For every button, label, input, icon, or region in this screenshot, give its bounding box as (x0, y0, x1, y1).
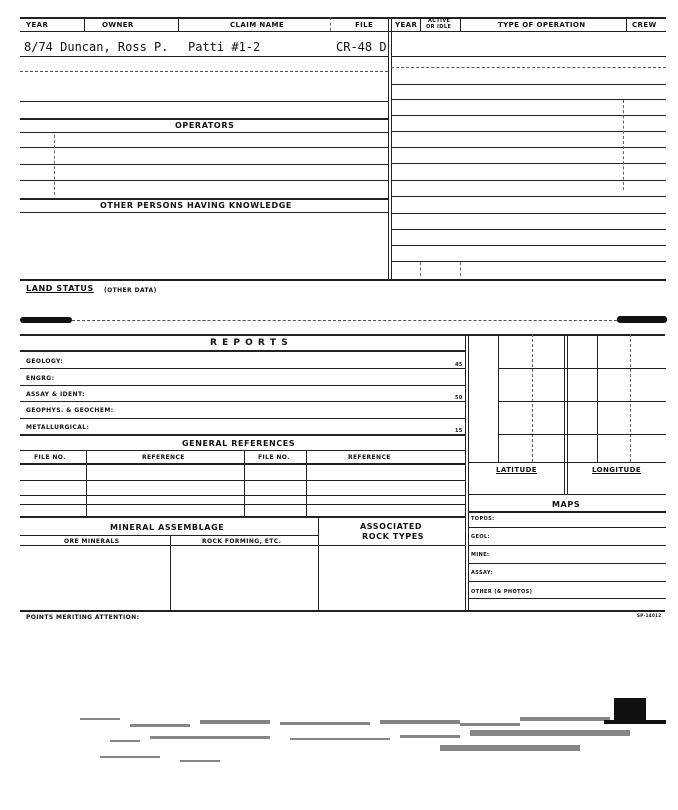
operators-title: OPERATORS (175, 121, 235, 130)
maps-mine: MINE: (471, 552, 490, 558)
latitude-label: LATITUDE (496, 466, 537, 474)
entry-file: CR-48 D (336, 40, 387, 54)
entry-year-owner: 8/74 Duncan, Ross P. (24, 40, 169, 54)
maps-assay: ASSAY: (471, 570, 493, 576)
maps-title: MAPS (552, 500, 581, 509)
header-active: ACTIVE (428, 18, 451, 24)
scan-noise (0, 690, 678, 790)
header-crew: CREW (632, 21, 657, 29)
report-assay-num: 50 (455, 395, 463, 401)
binder-mark-left (20, 317, 72, 323)
land-status-label: LAND STATUS (26, 284, 94, 293)
form-code: SP-14012 (637, 613, 662, 618)
report-assay: ASSAY & IDENT: (26, 391, 85, 398)
report-geology: GEOLOGY: (26, 358, 64, 365)
maps-other: OTHER (& PHOTOS) (471, 589, 533, 595)
ref-col-reference: REFERENCE (142, 454, 185, 461)
header-type-of-operation: TYPE OF OPERATION (498, 21, 586, 29)
general-references-title: GENERAL REFERENCES (182, 439, 296, 448)
binder-mark-right (617, 316, 667, 323)
reports-title: R E P O R T S (210, 338, 289, 348)
points-meriting-attention: POINTS MERITING ATTENTION: (26, 614, 140, 621)
report-geology-num: 45 (455, 362, 463, 368)
header-or-idle: OR IDLE (426, 24, 452, 30)
header-owner: OWNER (102, 21, 134, 29)
entry-claim-name: Patti #1-2 (188, 40, 261, 54)
associated-label: ASSOCIATED (360, 522, 423, 531)
header-file: FILE (355, 21, 374, 29)
ref-col-file-no-2: FILE NO. (258, 454, 290, 461)
land-status-sub: (OTHER DATA) (104, 287, 157, 294)
ref-col-file-no: FILE NO. (34, 454, 66, 461)
header-year: YEAR (26, 21, 49, 29)
rock-forming-label: ROCK FORMING, ETC. (202, 538, 282, 545)
longitude-label: LONGITUDE (592, 466, 642, 474)
ore-minerals-label: ORE MINERALS (64, 538, 120, 545)
mineral-assemblage-title: MINERAL ASSEMBLAGE (110, 523, 225, 532)
report-engrg: ENGRG: (26, 375, 55, 382)
header-year-2: YEAR (395, 21, 418, 29)
report-metallurgical-num: 15 (455, 428, 463, 434)
report-metallurgical: METALLURGICAL: (26, 424, 90, 431)
maps-geol: GEOL: (471, 534, 490, 540)
rock-types-label: ROCK TYPES (362, 532, 425, 541)
ref-col-reference-2: REFERENCE (348, 454, 391, 461)
other-persons-title: OTHER PERSONS HAVING KNOWLEDGE (100, 201, 292, 210)
header-claim-name: CLAIM NAME (230, 21, 285, 29)
maps-topos: TOPOS: (471, 516, 495, 522)
report-geophys: GEOPHYS. & GEOCHEM: (26, 407, 114, 414)
